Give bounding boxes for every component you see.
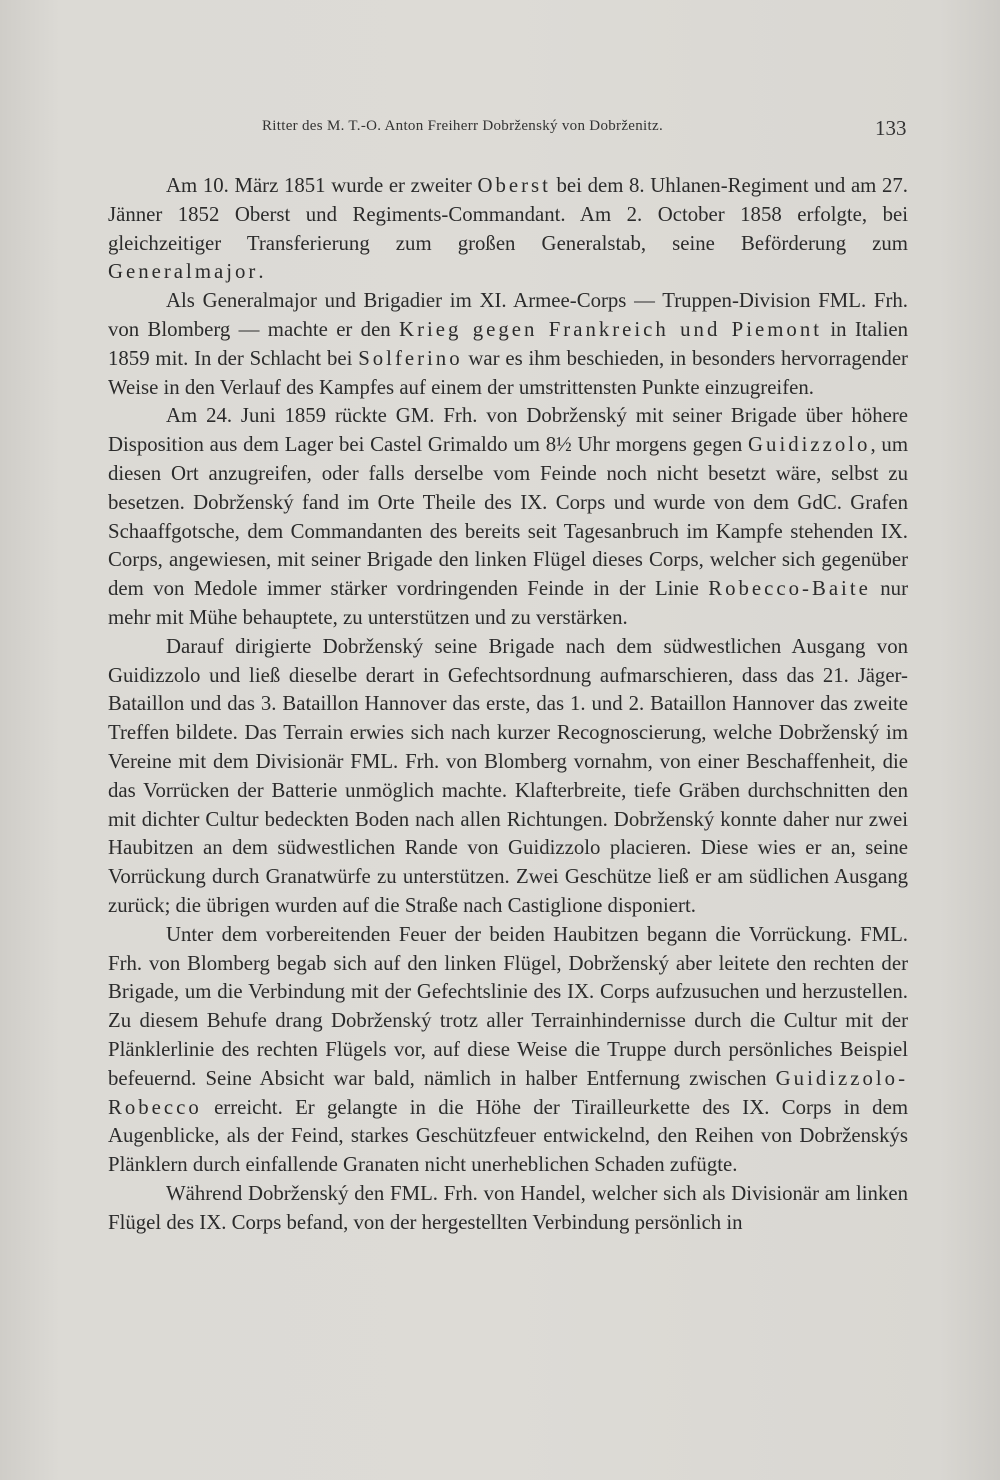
paragraph-2 — [108, 287, 908, 402]
spaced-term-robecco-baite: Robecco-Baite — [708, 577, 871, 601]
text-run: Unter dem vorbereitenden Feuer der beiden Haubitzen begann die Vorrückung. FML. Frh. von Blomberg begab sich auf den linken Flügel, Dobrženský aber leitete den rechten der Brigade, um die Verbindung mit der Gefechtslinie des IX. Corps aufzusuchen und herzustellen. Zu diesem Behufe drang Dobrženský trotz aller Terrainhindernisse durch die Cultur mit der Plänklerlinie des rechten Flügels vor, auf diese Weise die Truppe durch persönliches Beispiel befeuernd. Seine Absicht war bald, nämlich in halber Entfernung zwischen — [108, 922, 908, 1090]
body-text — [108, 172, 908, 1237]
paragraph-1 — [108, 172, 908, 287]
paragraph-4: Darauf dirigierte Dobrženský seine Brigade nach dem südwestlichen Ausgang von Guidizzolo und ließ dieselbe derart in Gefechtsordnung aufmarschieren, dass das 21. Jäger-Bataillon und das 3. Bataillon Hannover das erste, das 1. und 2. Bataillon Hannover das zweite Treffen bildete. Das Terrain erwies sich nach kurzer Recognoscierung, welche Dobrženský im Vereine mit dem Divisionär FML. Frh. von Blomberg vornahm, von einer Beschaffenheit, die das Vorrücken der Batterie unmöglich machte. Klafterbreite, tiefe Gräben durchschnitten den mit dichter Cultur bedeckten Boden nach allen Richtungen. Dobrženský konnte daher nur zwei Haubitzen an dem südwestlichen Rande von Guidizzolo placieren. Diese wies er an, seine Vorrückung durch Granatwürfe zu unterstützen. Zwei Geschütze ließ er am südlichen Ausgang zurück; die übrigen wurden auf die Straße nach Castiglione disponiert. — [108, 634, 908, 917]
spaced-term-generalmajor: Generalmajor — [108, 260, 259, 284]
text-run: war es ihm beschieden, in besonders hervorragender Weise in den Verlauf des Kampfes auf einem der umstrittensten Punkte einzugreifen. — [108, 346, 908, 399]
text-run: Als Generalmajor und Brigadier im XI. Armee-Corps — Truppen-Division FML. Frh. von Blomberg — machte er den — [108, 289, 908, 341]
spaced-term-oberst: Oberst — [477, 174, 551, 197]
paragraph-3 — [108, 402, 908, 632]
text-run: bei dem 8. Uhlanen-Regiment und am 27. Jänner 1852 Oberst und Regiments-Commandant. Am 2. October 1858 erfolgte, bei gleichzeitiger Transferierung zum großen Generalstab, seine Beförderung zum — [108, 174, 908, 255]
running-title: Ritter des M. T.-O. Anton Freiherr Dobrženský von Dobrženitz. — [262, 118, 663, 134]
text-run: Am 24. Juni 1859 rückte GM. Frh. von Dobrženský mit seiner Brigade über höhere Disposition aus dem Lager bei Castel Grimaldo um 8½ Uhr morgens gegen — [108, 404, 908, 457]
spaced-term-krieg: Krieg gegen Frankreich und Piemont — [399, 317, 823, 341]
text-run: nur mehr mit Mühe behauptete, zu unterstützen und zu verstärken. — [108, 577, 909, 629]
paragraph-5 — [108, 921, 908, 1180]
text-run: in Italien 1859 mit. In der Schlacht bei — [108, 317, 908, 370]
paragraph-6: Während Dobrženský den FML. Frh. von Handel, welcher sich als Divisionär am linken Flügel des IX. Corps befand, von der hergestellten Verbindung persönlich in — [108, 1181, 908, 1234]
page-number: 133 — [875, 116, 907, 140]
text-run: Am 10. März 1851 wurde er zweiter — [166, 174, 478, 197]
text-run: . — [258, 260, 264, 284]
spaced-term-guidizzolo: Guidizzolo — [748, 433, 871, 457]
text-run: , um diesen Ort anzugreifen, oder falls derselbe vom Feinde noch nicht besetzt wäre, selbst zu besetzen. Dobrženský fand im Orte Theile des IX. Corps und wurde von dem GdC. Grafen Schaaffgotsche, dem Commandanten des bereits seit Tagesanbruch im Kampfe stehenden IX. Corps, angewiesen, mit seiner Brigade den linken Flügel dieses Corps, welcher sich gegenüber dem von Medole immer stärker vordringenden Feinde in der Linie — [108, 433, 908, 601]
text-run: erreicht. Er gelangte in die Höhe der Tirailleurkette des IX. Corps in dem Augenblicke, als der Feind, starkes Geschützfeuer entwickelnd, den Reihen von Dobrženskýs Plänklern durch einfallende Granaten nicht unerheblichen Schaden zufügte. — [108, 1095, 908, 1177]
spaced-term-guidizzolo-robecco: Guidizzolo-Robecco — [108, 1066, 908, 1119]
spaced-term-solferino: Solferino — [358, 346, 463, 370]
